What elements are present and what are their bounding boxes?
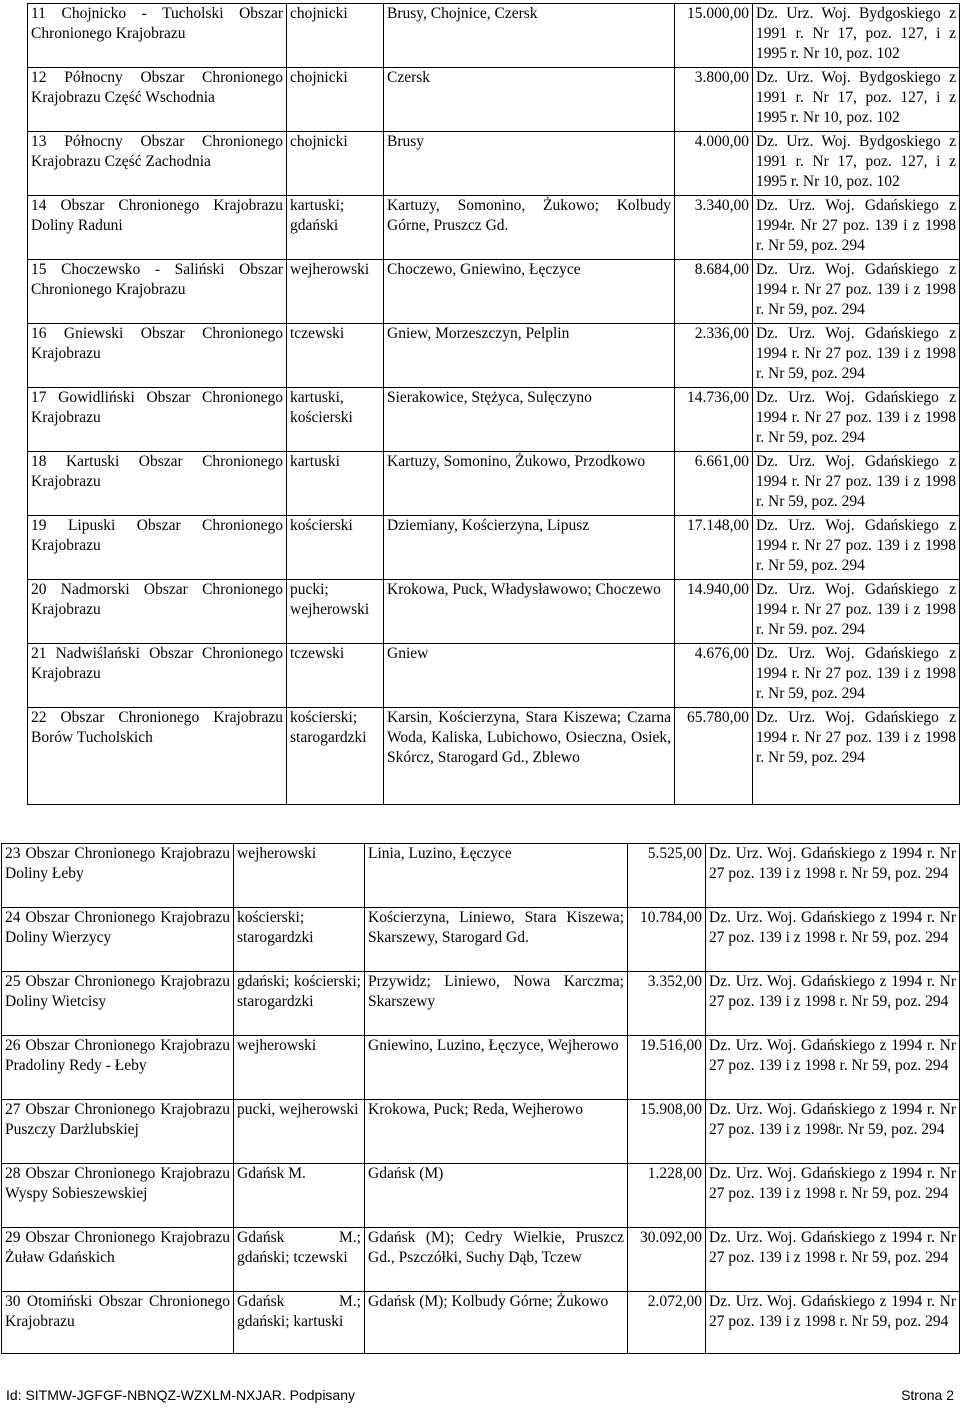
area-size-cell: 4.000,00 xyxy=(675,132,753,196)
district-cell: pucki, wejherowski xyxy=(234,1100,365,1164)
communes-cell: Czersk xyxy=(384,68,675,132)
district-cell: wejherowski xyxy=(234,1036,365,1100)
area-size-cell: 8.684,00 xyxy=(675,260,753,324)
communes-cell: Gdańsk (M) xyxy=(365,1164,628,1228)
legal-basis-cell: Dz. Urz. Woj. Gdańskiego z 1994 r. Nr 27 poz. 139 i z 1998r. Nr 59, poz. 294 xyxy=(706,1100,960,1164)
protected-areas-table-part-1 xyxy=(27,3,960,805)
communes-cell: Brusy, Chojnice, Czersk xyxy=(384,4,675,68)
district-cell: kartuski xyxy=(287,452,384,516)
communes-cell: Sierakowice, Stężyca, Sulęczyno xyxy=(384,388,675,452)
area-size-cell: 2.336,00 xyxy=(675,324,753,388)
legal-basis-cell: Dz. Urz. Woj. Gdańskiego z 1994 r. Nr 27 poz. 139 i z 1998 r. Nr 59. poz. 294 xyxy=(753,580,960,644)
legal-basis-cell: Dz. Urz. Woj. Gdańskiego z 1994 r. Nr 27 poz. 139 i z 1998 r. Nr 59, poz. 294 xyxy=(753,516,960,580)
legal-basis-cell: Dz. Urz. Woj. Gdańskiego z 1994 r. Nr 27 poz. 139 i z 1998 r. Nr 59, poz. 294 xyxy=(706,908,960,972)
area-name-cell: 11 Chojnicko - Tucholski Obszar Chronionego Krajobrazu xyxy=(28,4,287,68)
legal-basis-cell: Dz. Urz. Woj. Bydgoskiego z 1991 r. Nr 17, poz. 127, i z 1995 r. Nr 10, poz. 102 xyxy=(753,132,960,196)
table-row xyxy=(28,260,960,324)
document-id: Id: SITMW-JGFGF-NBNQZ-WZXLM-NXJAR. Podpisany xyxy=(6,1387,355,1403)
communes-cell: Gdańsk (M); Cedry Wielkie, Pruszcz Gd., Pszczółki, Suchy Dąb, Tczew xyxy=(365,1228,628,1292)
table-row xyxy=(28,516,960,580)
area-name-cell: 20 Nadmorski Obszar Chronionego Krajobrazu xyxy=(28,580,287,644)
area-name-cell: 29 Obszar Chronionego Krajobrazu Żuław Gdańskich xyxy=(2,1228,234,1292)
area-size-cell: 3.352,00 xyxy=(628,972,706,1036)
communes-cell: Brusy xyxy=(384,132,675,196)
district-cell: Gdańsk M.; gdański; tczewski xyxy=(234,1228,365,1292)
table-row xyxy=(2,1036,960,1100)
district-cell: tczewski xyxy=(287,644,384,708)
legal-basis-cell: Dz. Urz. Woj. Gdańskiego z 1994r. Nr 27 poz. 139 i z 1998 r. Nr 59, poz. 294 xyxy=(753,196,960,260)
communes-cell: Linia, Luzino, Łęczyce xyxy=(365,844,628,908)
table-row xyxy=(2,844,960,908)
area-name-cell: 22 Obszar Chronionego Krajobrazu Borów Tucholskich xyxy=(28,708,287,805)
legal-basis-cell: Dz. Urz. Woj. Gdańskiego z 1994 r. Nr 27 poz. 139 i z 1998 r. Nr 59, poz. 294 xyxy=(706,972,960,1036)
area-size-cell: 3.800,00 xyxy=(675,68,753,132)
district-cell: wejherowski xyxy=(234,844,365,908)
communes-cell: Krokowa, Puck, Władysławowo; Choczewo xyxy=(384,580,675,644)
legal-basis-cell: Dz. Urz. Woj. Gdańskiego z 1994 r. Nr 27 poz. 139 i z 1998 r. Nr 59, poz. 294 xyxy=(753,324,960,388)
district-cell: pucki; wejherowski xyxy=(287,580,384,644)
area-name-cell: 27 Obszar Chronionego Krajobrazu Puszczy Darżlubskiej xyxy=(2,1100,234,1164)
district-cell: kartuski, kościerski xyxy=(287,388,384,452)
table-row xyxy=(2,1164,960,1228)
area-size-cell: 17.148,00 xyxy=(675,516,753,580)
table-row xyxy=(28,68,960,132)
area-name-cell: 19 Lipuski Obszar Chronionego Krajobrazu xyxy=(28,516,287,580)
legal-basis-cell: Dz. Urz. Woj. Gdańskiego z 1994 r. Nr 27 poz. 139 i z 1998 r. Nr 59, poz. 294 xyxy=(753,388,960,452)
table-row xyxy=(28,132,960,196)
table-row xyxy=(2,972,960,1036)
area-name-cell: 23 Obszar Chronionego Krajobrazu Doliny Łeby xyxy=(2,844,234,908)
legal-basis-cell: Dz. Urz. Woj. Gdańskiego z 1994 r. Nr 27 poz. 139 i z 1998 r. Nr 59, poz. 294 xyxy=(753,708,960,805)
area-size-cell: 14.940,00 xyxy=(675,580,753,644)
page-footer xyxy=(6,1387,954,1407)
table-row xyxy=(28,388,960,452)
area-name-cell: 28 Obszar Chronionego Krajobrazu Wyspy Sobieszewskiej xyxy=(2,1164,234,1228)
legal-basis-cell: Dz. Urz. Woj. Gdańskiego z 1994 r. Nr 27 poz. 139 i z 1998 r. Nr 59, poz. 294 xyxy=(706,1036,960,1100)
table-row xyxy=(28,196,960,260)
district-cell: Gdańsk M. xyxy=(234,1164,365,1228)
area-size-cell: 10.784,00 xyxy=(628,908,706,972)
page-number: Strona 2 xyxy=(901,1387,954,1403)
legal-basis-cell: Dz. Urz. Woj. Gdańskiego z 1994 r. Nr 27 poz. 139 i z 1998 r. Nr 59, poz. 294 xyxy=(753,452,960,516)
area-size-cell: 3.340,00 xyxy=(675,196,753,260)
area-name-cell: 21 Nadwiślański Obszar Chronionego Krajobrazu xyxy=(28,644,287,708)
area-size-cell: 14.736,00 xyxy=(675,388,753,452)
area-name-cell: 14 Obszar Chronionego Krajobrazu Doliny Raduni xyxy=(28,196,287,260)
legal-basis-cell: Dz. Urz. Woj. Gdańskiego z 1994 r. Nr 27 poz. 139 i z 1998 r. Nr 59, poz. 294 xyxy=(706,1292,960,1354)
communes-cell: Dziemiany, Kościerzyna, Lipusz xyxy=(384,516,675,580)
area-size-cell: 65.780,00 xyxy=(675,708,753,805)
area-size-cell: 6.661,00 xyxy=(675,452,753,516)
communes-cell: Choczewo, Gniewino, Łęczyce xyxy=(384,260,675,324)
table-row xyxy=(2,1100,960,1164)
table-row xyxy=(2,1228,960,1292)
area-name-cell: 12 Północny Obszar Chronionego Krajobrazu Część Wschodnia xyxy=(28,68,287,132)
communes-cell: Przywidz; Liniewo, Nowa Karczma; Skarszewy xyxy=(365,972,628,1036)
district-cell: chojnicki xyxy=(287,4,384,68)
table-row xyxy=(28,452,960,516)
district-cell: kościerski xyxy=(287,516,384,580)
district-cell: kościerski; starogardzki xyxy=(234,908,365,972)
table-row xyxy=(2,1292,960,1354)
communes-cell: Gdańsk (M); Kolbudy Górne; Żukowo xyxy=(365,1292,628,1354)
legal-basis-cell: Dz. Urz. Woj. Gdańskiego z 1994 r. Nr 27 poz. 139 i z 1998 r. Nr 59, poz. 294 xyxy=(706,1228,960,1292)
district-cell: wejherowski xyxy=(287,260,384,324)
table-row xyxy=(28,4,960,68)
area-name-cell: 30 Otomiński Obszar Chronionego Krajobrazu xyxy=(2,1292,234,1354)
area-size-cell: 30.092,00 xyxy=(628,1228,706,1292)
area-size-cell: 2.072,00 xyxy=(628,1292,706,1354)
communes-cell: Gniew, Morzeszczyn, Pelplin xyxy=(384,324,675,388)
area-size-cell: 4.676,00 xyxy=(675,644,753,708)
district-cell: tczewski xyxy=(287,324,384,388)
area-size-cell: 1.228,00 xyxy=(628,1164,706,1228)
communes-cell: Krokowa, Puck; Reda, Wejherowo xyxy=(365,1100,628,1164)
communes-cell: Karsin, Kościerzyna, Stara Kiszewa; Czarna Woda, Kaliska, Lubichowo, Osieczna, Osiek, Skórcz, Starogard Gd., Zblewo xyxy=(384,708,675,805)
area-name-cell: 25 Obszar Chronionego Krajobrazu Doliny Wietcisy xyxy=(2,972,234,1036)
area-name-cell: 26 Obszar Chronionego Krajobrazu Pradoliny Redy - Łeby xyxy=(2,1036,234,1100)
legal-basis-cell: Dz. Urz. Woj. Gdańskiego z 1994 r. Nr 27 poz. 139 i z 1998 r. Nr 59, poz. 294 xyxy=(753,260,960,324)
communes-cell: Kartuzy, Somonino, Żukowo; Kolbudy Górne, Pruszcz Gd. xyxy=(384,196,675,260)
communes-cell: Kościerzyna, Liniewo, Stara Kiszewa; Skarszewy, Starogard Gd. xyxy=(365,908,628,972)
area-size-cell: 15.000,00 xyxy=(675,4,753,68)
district-cell: chojnicki xyxy=(287,132,384,196)
area-name-cell: 18 Kartuski Obszar Chronionego Krajobrazu xyxy=(28,452,287,516)
area-size-cell: 5.525,00 xyxy=(628,844,706,908)
table-row xyxy=(28,644,960,708)
legal-basis-cell: Dz. Urz. Woj. Gdańskiego z 1994 r. Nr 27 poz. 139 i z 1998 r. Nr 59, poz. 294 xyxy=(706,1164,960,1228)
district-cell: kartuski; gdański xyxy=(287,196,384,260)
district-cell: chojnicki xyxy=(287,68,384,132)
communes-cell: Gniewino, Luzino, Łęczyce, Wejherowo xyxy=(365,1036,628,1100)
table-row xyxy=(28,708,960,805)
table-row xyxy=(2,908,960,972)
district-cell: gdański; kościerski; starogardzki xyxy=(234,972,365,1036)
area-name-cell: 13 Północny Obszar Chronionego Krajobrazu Część Zachodnia xyxy=(28,132,287,196)
legal-basis-cell: Dz. Urz. Woj. Bydgoskiego z 1991 r. Nr 17, poz. 127, i z 1995 r. Nr 10, poz. 102 xyxy=(753,68,960,132)
table-row xyxy=(28,580,960,644)
area-size-cell: 15.908,00 xyxy=(628,1100,706,1164)
table-row xyxy=(28,324,960,388)
area-name-cell: 15 Choczewsko - Saliński Obszar Chronionego Krajobrazu xyxy=(28,260,287,324)
communes-cell: Kartuzy, Somonino, Żukowo, Przodkowo xyxy=(384,452,675,516)
area-name-cell: 24 Obszar Chronionego Krajobrazu Doliny Wierzycy xyxy=(2,908,234,972)
legal-basis-cell: Dz. Urz. Woj. Gdańskiego z 1994 r. Nr 27 poz. 139 i z 1998 r. Nr 59, poz. 294 xyxy=(753,644,960,708)
area-size-cell: 19.516,00 xyxy=(628,1036,706,1100)
protected-areas-table-part-2 xyxy=(1,843,960,1354)
legal-basis-cell: Dz. Urz. Woj. Gdańskiego z 1994 r. Nr 27 poz. 139 i z 1998 r. Nr 59, poz. 294 xyxy=(706,844,960,908)
area-name-cell: 17 Gowidliński Obszar Chronionego Krajobrazu xyxy=(28,388,287,452)
legal-basis-cell: Dz. Urz. Woj. Bydgoskiego z 1991 r. Nr 17, poz. 127, i z 1995 r. Nr 10, poz. 102 xyxy=(753,4,960,68)
area-name-cell: 16 Gniewski Obszar Chronionego Krajobrazu xyxy=(28,324,287,388)
district-cell: kościerski; starogardzki xyxy=(287,708,384,805)
district-cell: Gdańsk M.; gdański; kartuski xyxy=(234,1292,365,1354)
communes-cell: Gniew xyxy=(384,644,675,708)
